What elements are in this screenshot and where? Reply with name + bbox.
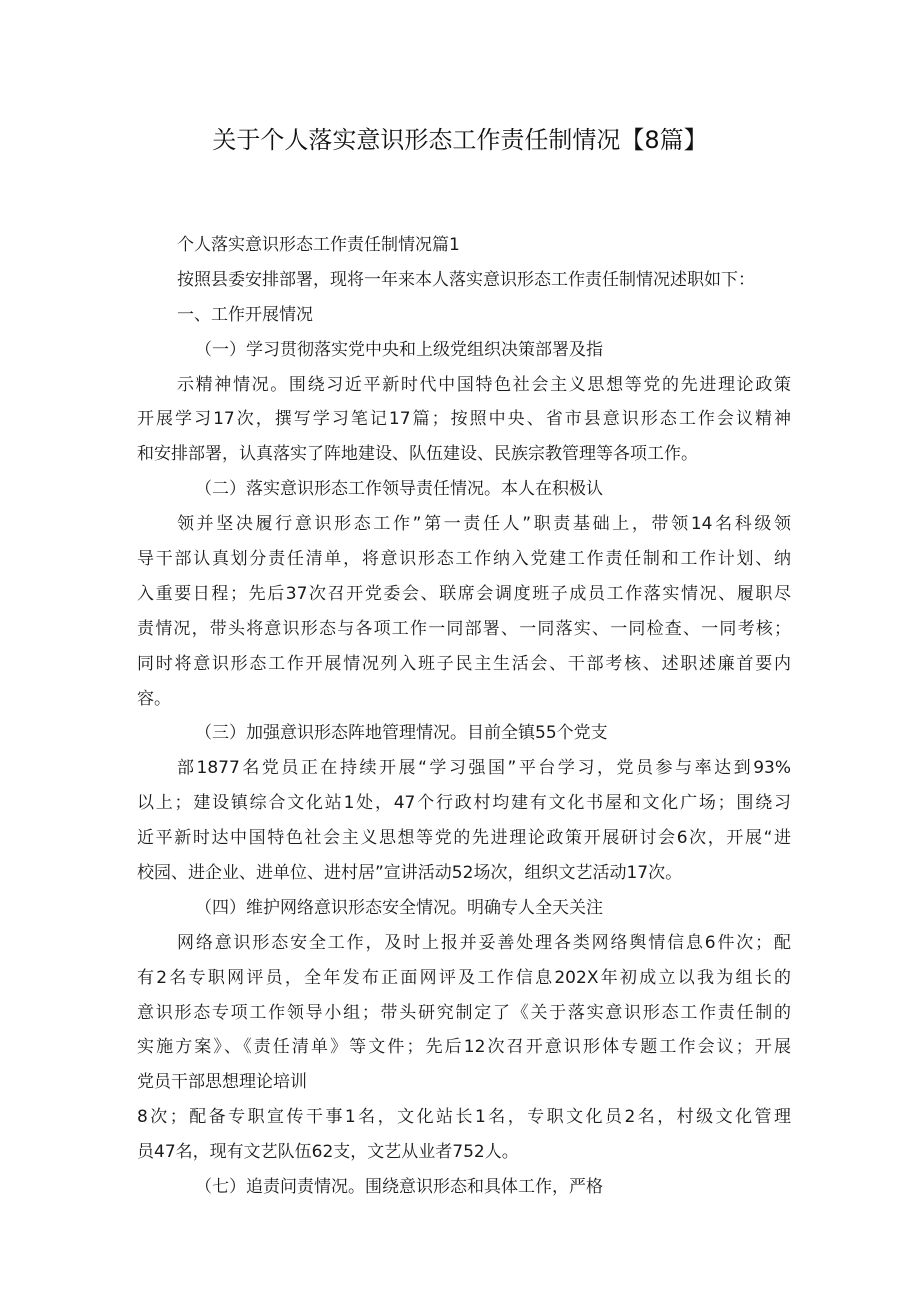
text-line: 和安排部署，认真落实了阵地建设、队伍建设、民族宗教管理等各项工作。 <box>137 444 698 465</box>
text-line: 导干部认真划分责任清单，将意识形态工作纳入党建工作责任制和工作计划、纳 <box>137 549 791 570</box>
text-line: 意识形态专项工作领导小组；带头研究制定了《关于落实意识形态工作责任制的 <box>137 1002 791 1023</box>
text-line: （四）维护网络意识形态安全情况。明确专人全天关注 <box>195 897 603 918</box>
text-line: 8次；配备专职宣传干事1名，文化站长1名，专职文化员2名，村级文化管理 <box>137 1107 791 1128</box>
text-line: 个人落实意识形态工作责任制情况篇1 <box>177 235 460 255</box>
text-line: 入重要日程；先后37次召开党委会、联席会调度班子成员工作落实情况、履职尽 <box>137 583 791 604</box>
text-line: 部1877名党员正在持续开展“学习强国”平台学习，党员参与率达到93% <box>177 758 791 779</box>
text-line: 容。 <box>137 688 171 709</box>
text-line: （七）追责问责情况。围绕意识形态和具体工作，严格 <box>195 1177 603 1198</box>
text-line: 实施方案》、《责任清单》等文件；先后12次召开意识形体专题工作会议；开展 <box>137 1037 791 1058</box>
text-line: 按照县委安排部署，现将一年来本人落实意识形态工作责任制情况述职如下： <box>177 269 755 290</box>
text-line: 近平新时达中国特色社会主义思想等党的先进理论政策开展研讨会6次，开展“进 <box>137 828 791 849</box>
text-line: 一、工作开展情况 <box>177 304 313 325</box>
document-title: 关于个人落实意识形态工作责任制情况【8篇】 <box>212 126 708 154</box>
text-line: 以上；建设镇综合文化站1处，47个行政村均建有文化书屋和文化广场；围绕习 <box>137 793 791 814</box>
text-line: 校园、进企业、进单位、进村居”宣讲活动52场次，组织文艺活动17次。 <box>137 863 683 884</box>
text-line: 党员干部思想理论培训 <box>137 1072 307 1093</box>
document-body <box>137 228 791 1205</box>
text-line: 领并坚决履行意识形态工作”第一责任人”职责基础上，带领14名科级领 <box>177 514 791 535</box>
text-line: （一）学习贯彻落实党中央和上级党组织决策部署及指 <box>195 339 603 360</box>
text-line: （二）落实意识形态工作领导责任情况。本人在积极认 <box>195 479 603 500</box>
text-line: 员47名，现有文艺队伍62支，文艺从业者752人。 <box>137 1142 519 1163</box>
text-line: （三）加强意识形态阵地管理情况。目前全镇55个党支 <box>195 723 608 744</box>
text-line: 网络意识形态安全工作，及时上报并妥善处理各类网络舆情信息6件次；配 <box>177 932 791 953</box>
text-line: 开展学习17次，撰写学习笔记17篇；按照中央、省市县意识形态工作会议精神 <box>137 409 791 430</box>
text-line: 示精神情况。围绕习近平新时代中国特色社会主义思想等党的先进理论政策 <box>177 374 791 395</box>
text-line: 有2名专职网评员，全年发布正面网评及工作信息202X年初成立以我为组长的 <box>137 967 791 988</box>
text-line: 责情况，带头将意识形态与各项工作一同部署、一同落实、一同检查、一同考核； <box>137 618 791 639</box>
text-line: 同时将意识形态工作开展情况列入班子民主生活会、干部考核、述职述廉首要内 <box>137 653 791 674</box>
